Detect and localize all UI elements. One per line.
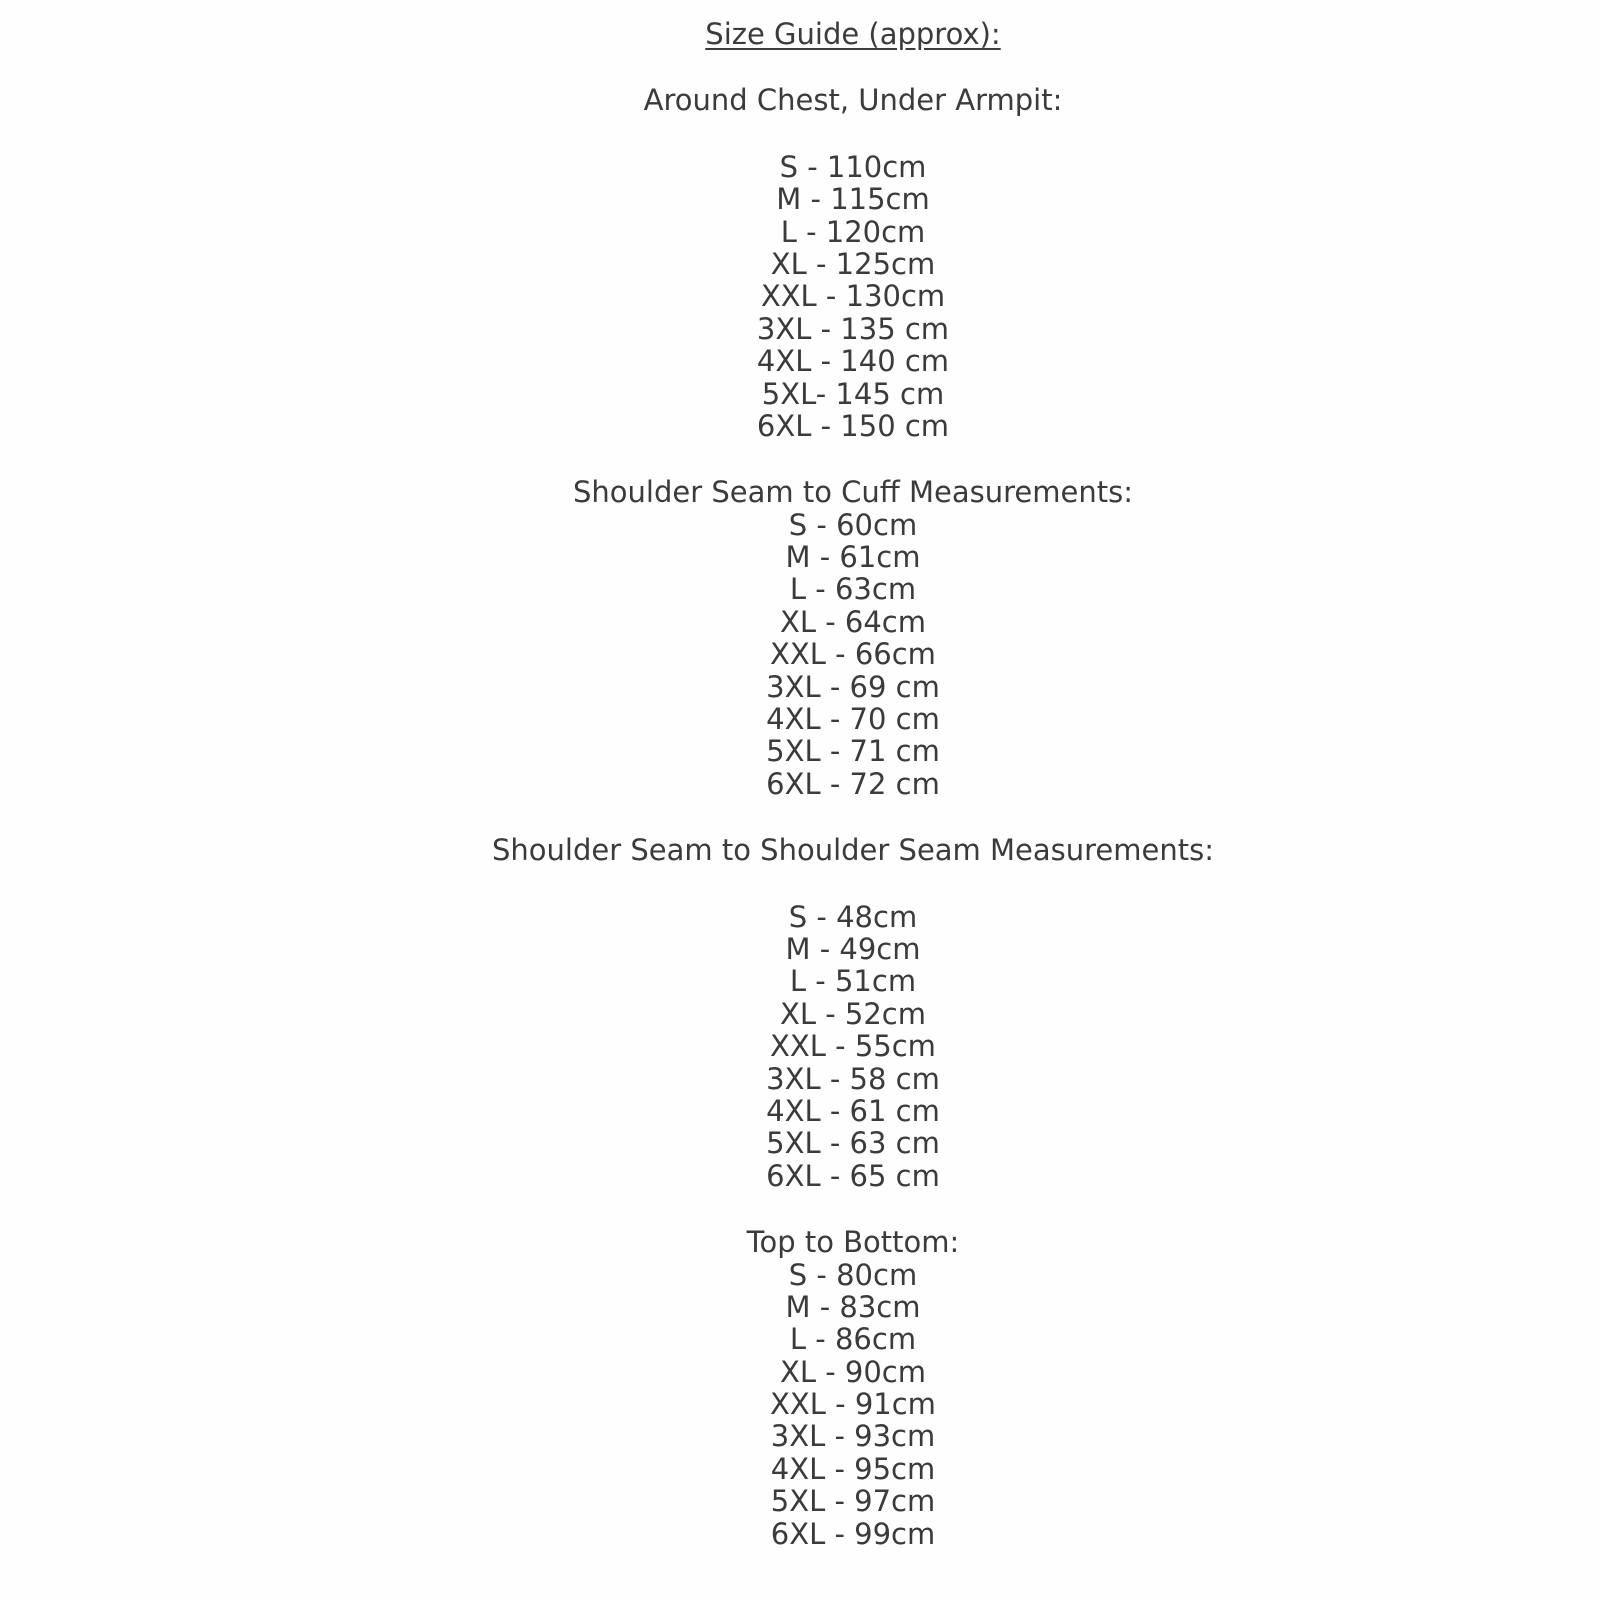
size-row: 5XL- 145 cm [761,376,945,411]
section-heading-cuff: Shoulder Seam to Cuff Measurements: [573,475,1133,510]
size-row: 5XL - 71 cm [766,734,940,769]
size-row: L - 63cm [789,572,917,607]
size-guide-content [106,18,1600,1550]
blank-line [106,800,1600,834]
size-row: S - 110cm [779,149,927,184]
size-row: M - 83cm [785,1289,921,1324]
size-row: 3XL - 135 cm [756,311,950,346]
size-row: 4XL - 140 cm [756,344,950,379]
size-row: 5XL - 97cm [770,1484,936,1519]
size-row: 4XL - 61 cm [766,1093,940,1128]
size-row: 6XL - 99cm [770,1516,936,1551]
size-row: 3XL - 58 cm [766,1061,940,1096]
size-row: M - 115cm [776,182,930,217]
size-row: 5XL - 63 cm [766,1126,940,1161]
size-row: XXL - 66cm [770,637,936,672]
size-row: S - 80cm [788,1257,918,1292]
section-heading-length: Top to Bottom: [746,1225,960,1260]
size-row: XL - 125cm [770,246,936,281]
size-row: XL - 90cm [779,1354,927,1389]
section-heading-chest: Around Chest, Under Armpit: [643,83,1063,118]
size-row: L - 120cm [780,214,926,249]
size-guide-title: Size Guide (approx): [705,17,1001,51]
blank-line [106,117,1600,151]
size-row: 6XL - 150 cm [756,408,950,443]
size-row: 3XL - 93cm [770,1419,936,1454]
section-heading-shoulder: Shoulder Seam to Shoulder Seam Measurements: [492,833,1214,868]
size-row: S - 60cm [788,507,918,542]
blank-line [106,50,1600,84]
blank-line [106,442,1600,476]
size-row: L - 51cm [789,964,917,999]
size-row: 3XL - 69 cm [766,669,940,704]
blank-line [106,1192,1600,1226]
size-row: M - 49cm [785,931,921,966]
size-row: 4XL - 95cm [770,1451,936,1486]
size-row: 6XL - 65 cm [766,1158,940,1193]
size-row: 4XL - 70 cm [766,702,940,737]
size-row: XL - 64cm [779,604,927,639]
size-row: L - 86cm [789,1322,917,1357]
size-row: 6XL - 72 cm [766,766,940,801]
size-row: XXL - 91cm [770,1387,936,1422]
size-row: XXL - 130cm [760,279,946,314]
size-row: XXL - 55cm [770,1029,936,1064]
size-row: M - 61cm [785,540,921,575]
size-row: XL - 52cm [779,996,927,1031]
size-row: S - 48cm [788,899,918,934]
blank-line [106,867,1600,901]
